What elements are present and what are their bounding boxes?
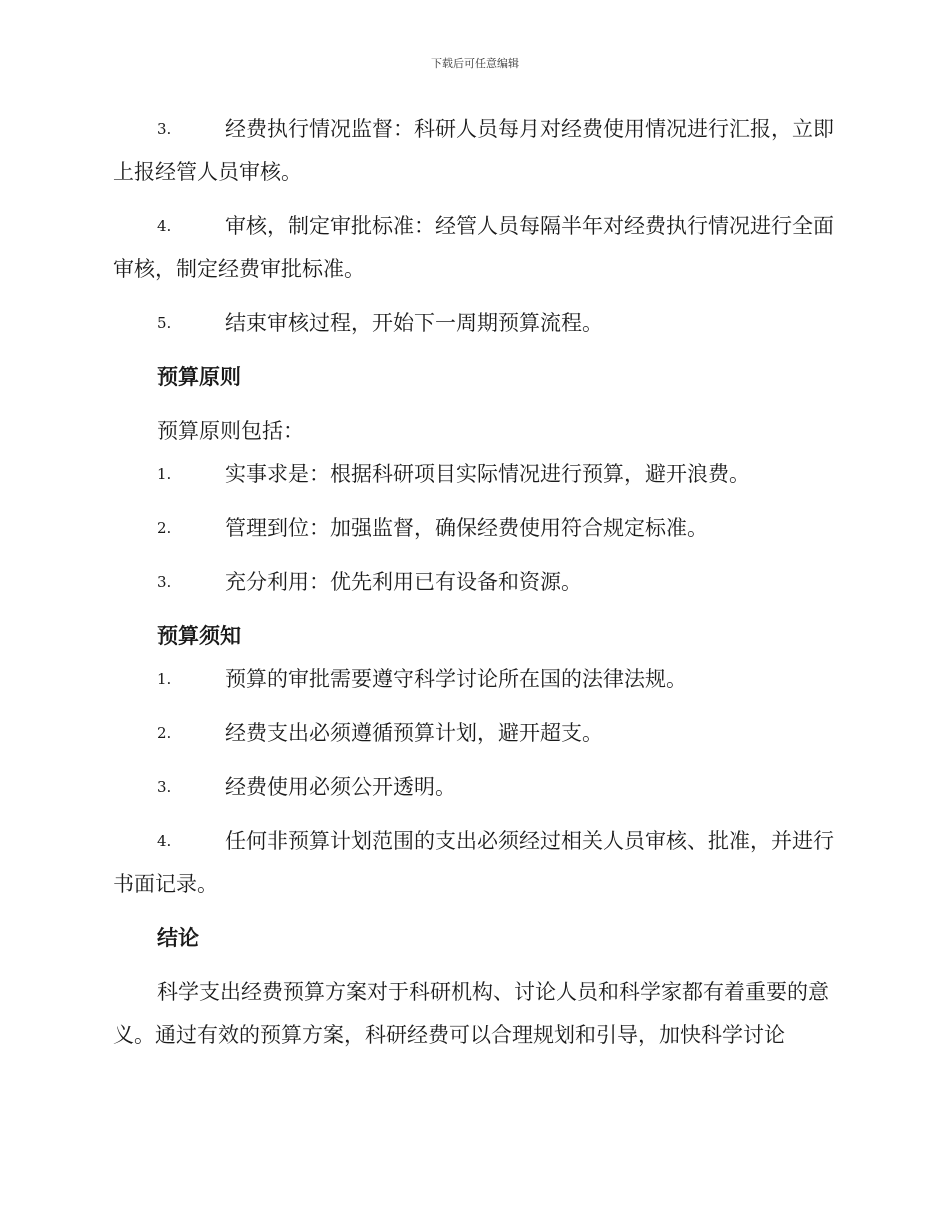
list-number: 3. [157, 573, 172, 591]
section-intro: 预算原则包括： [157, 419, 304, 443]
conclusion-paragraph: 科学支出经费预算方案对于科研机构、讨论人员和科学家都有着重要的意义。通过有效的预算方案，科研经费可以合理规划和引导，加快科学讨论 [113, 980, 829, 1047]
list-number: 3. [157, 120, 172, 138]
list-item [113, 507, 835, 550]
list-text: 充分利用：优先利用已有设备和资源。 [225, 570, 582, 594]
list-item [113, 205, 835, 291]
list-text: 经费使用必须公开透明。 [225, 775, 456, 799]
list-number: 4. [157, 217, 172, 235]
list-number: 3. [157, 778, 172, 796]
list-item [113, 658, 835, 701]
page-header: 下载后可任意编辑 [431, 57, 519, 70]
list-item [113, 302, 835, 345]
list-item [113, 766, 835, 809]
list-number: 1. [157, 670, 172, 688]
list-item [113, 453, 835, 496]
list-number: 4. [157, 832, 172, 850]
section-heading-principles: 预算原则 [157, 365, 241, 389]
list-text: 预算的审批需要遵守科学讨论所在国的法律法规。 [225, 667, 687, 691]
list-number: 2. [157, 724, 172, 742]
list-number: 1. [157, 465, 172, 483]
list-text: 管理到位：加强监督，确保经费使用符合规定标准。 [225, 516, 708, 540]
list-number: 5. [157, 314, 172, 332]
list-text: 结束审核过程，开始下一周期预算流程。 [225, 311, 603, 335]
section-heading-notice: 预算须知 [157, 624, 241, 648]
list-text: 审核，制定审批标准：经管人员每隔半年对经费执行情况进行全面审核，制定经费审批标准。 [113, 214, 834, 281]
list-text: 经费支出必须遵循预算计划，避开超支。 [225, 721, 603, 745]
list-item [113, 561, 835, 604]
document-body [113, 108, 835, 1057]
list-item [113, 820, 835, 906]
list-item [113, 108, 835, 194]
list-text: 实事求是：根据科研项目实际情况进行预算，避开浪费。 [225, 462, 750, 486]
list-text: 经费执行情况监督：科研人员每月对经费使用情况进行汇报，立即上报经管人员审核。 [113, 117, 834, 184]
list-text: 任何非预算计划范围的支出必须经过相关人员审核、批准，并进行书面记录。 [113, 829, 834, 896]
section-heading-conclusion: 结论 [157, 926, 199, 950]
list-item [113, 712, 835, 755]
list-number: 2. [157, 519, 172, 537]
